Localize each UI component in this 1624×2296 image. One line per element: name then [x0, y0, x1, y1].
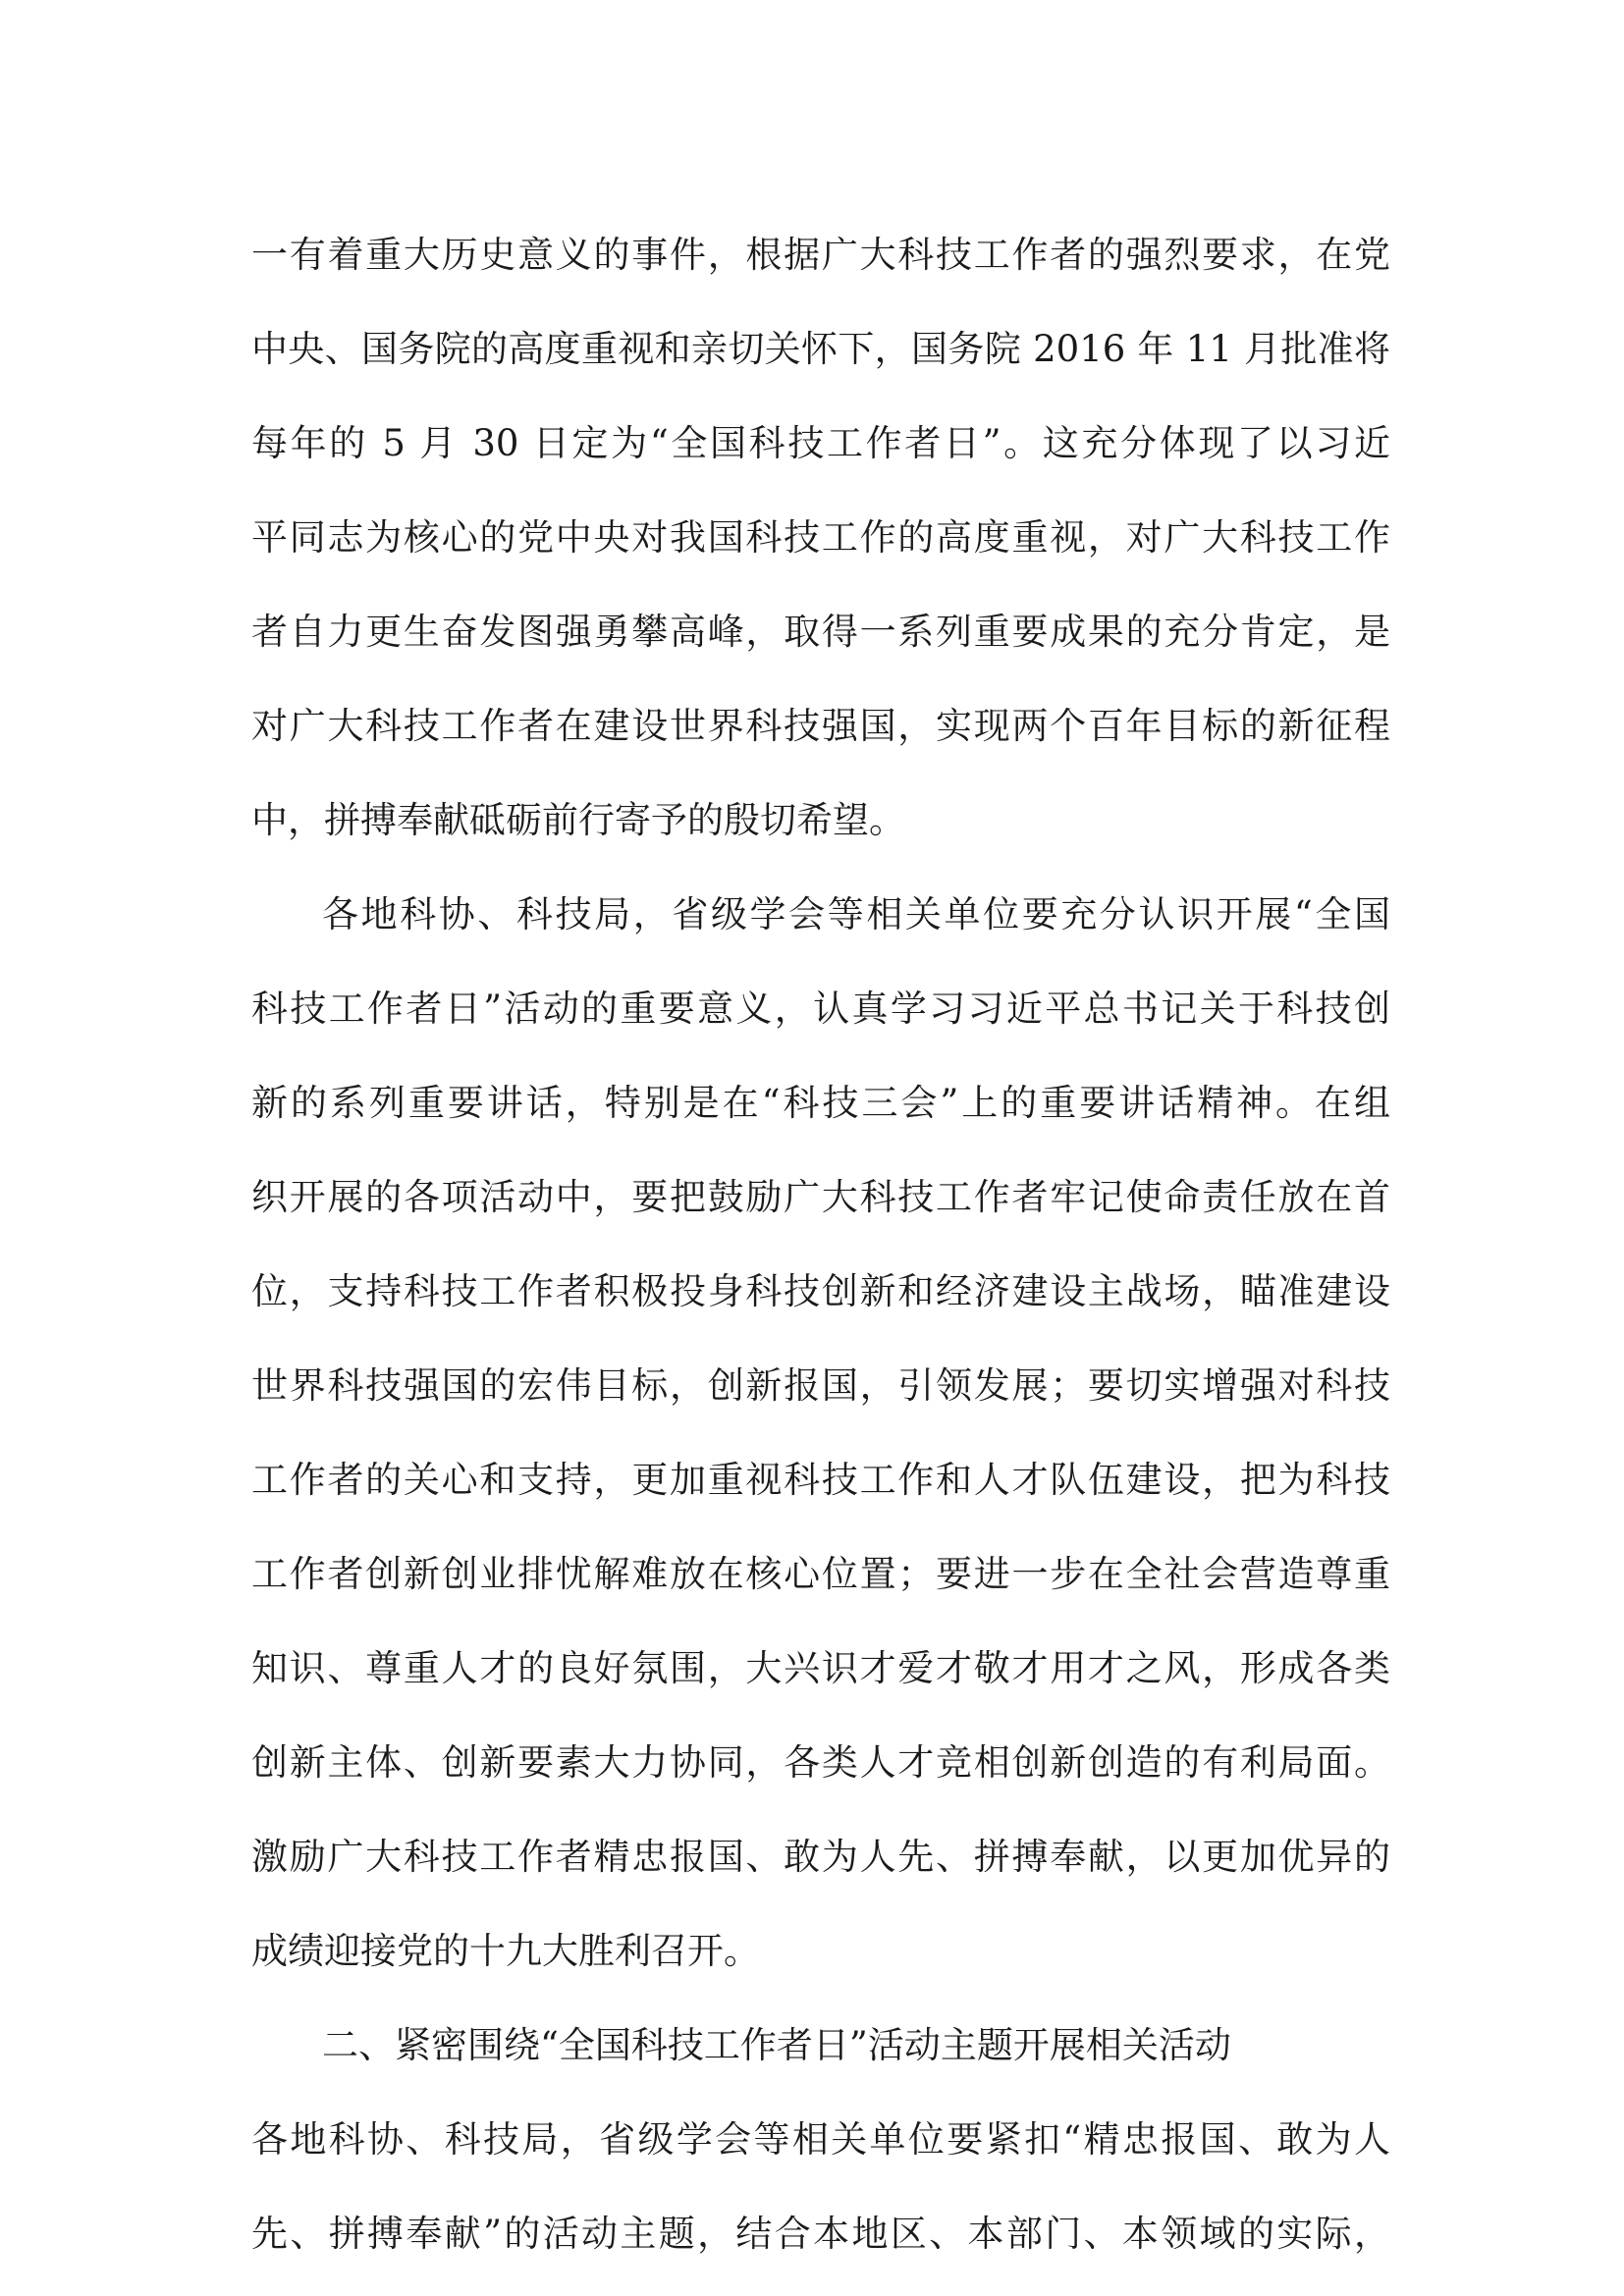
text-line: 新的系列重要讲话，特别是在“科技三会”上的重要讲话精神。在组: [251, 1082, 1390, 1124]
text-line: 一有着重大历史意义的事件，根据广大科技工作者的强烈要求，在党: [251, 234, 1390, 276]
body-text: [251, 208, 1390, 2281]
text-line: 位，支持科技工作者积极投身科技创新和经济建设主战场，瞄准建设: [251, 1270, 1390, 1312]
text-line: 激励广大科技工作者精忠报国、敢为人先、拼搏奉献，以更加优异的: [251, 1836, 1390, 1878]
text-line: 工作者创新创业排忧解难放在核心位置；要进一步在全社会营造尊重: [251, 1553, 1390, 1595]
text-line: 先、拼搏奉献”的活动主题，结合本地区、本部门、本领域的实际，: [251, 2213, 1390, 2255]
text-line: 科技工作者日”活动的重要意义，认真学习习近平总书记关于科技创: [251, 988, 1390, 1030]
text-line: 各地科协、科技局，省级学会等相关单位要紧扣“精忠报国、敢为人: [251, 2118, 1390, 2161]
text-line: 创新主体、创新要素大力协同，各类人才竞相创新创造的有利局面。: [251, 1741, 1390, 1784]
text-line: 世界科技强国的宏伟目标，创新报国，引领发展；要切实增强对科技: [251, 1364, 1390, 1407]
text-line: 知识、尊重人才的良好氛围，大兴识才爱才敬才用才之风，形成各类: [251, 1647, 1390, 1689]
text-line: 各地科协、科技局，省级学会等相关单位要充分认识开展“全国: [322, 893, 1390, 935]
text-line: 工作者的关心和支持，更加重视科技工作和人才队伍建设，把为科技: [251, 1459, 1390, 1501]
section-heading: 二、紧密围绕“全国科技工作者日”活动主题开展相关活动: [322, 2024, 1231, 2066]
text-line: 者自力更生奋发图强勇攀高峰，取得一系列重要成果的充分肯定，是: [251, 611, 1390, 653]
text-line: 中，拼搏奉献砥砺前行寄予的殷切希望。: [251, 799, 905, 841]
text-line: 对广大科技工作者在建设世界科技强国，实现两个百年目标的新征程: [251, 705, 1390, 747]
text-line: 织开展的各项活动中，要把鼓励广大科技工作者牢记使命责任放在首: [251, 1176, 1390, 1218]
text-line: 成绩迎接党的十九大胜利召开。: [251, 1930, 760, 1972]
text-line: 每年的 5 月 30 日定为“全国科技工作者日”。这充分体现了以习近: [251, 422, 1390, 464]
text-line: 平同志为核心的党中央对我国科技工作的高度重视，对广大科技工作: [251, 516, 1390, 559]
text-line: 中央、国务院的高度重视和亲切关怀下，国务院 2016 年 11 月批准将: [251, 328, 1390, 370]
